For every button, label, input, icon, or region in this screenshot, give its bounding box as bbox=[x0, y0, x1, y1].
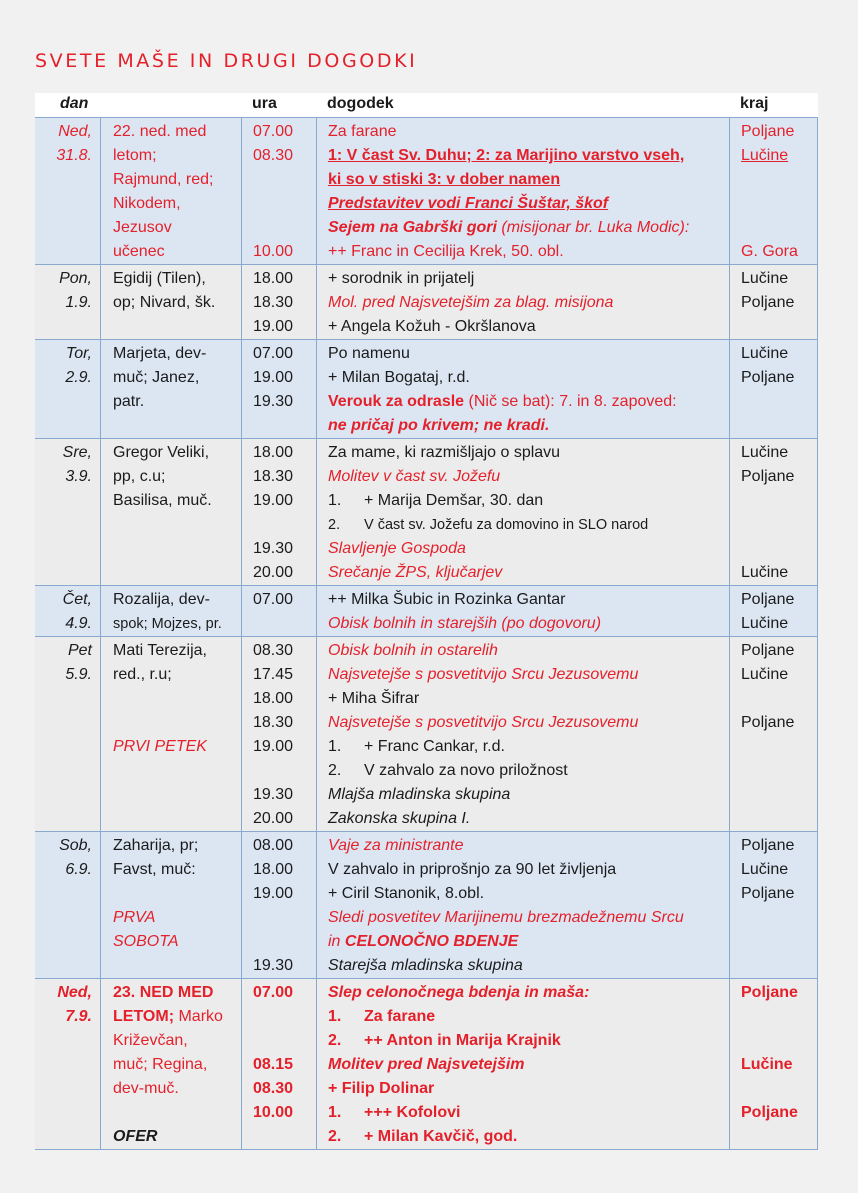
place bbox=[741, 1005, 817, 1029]
saint-names bbox=[100, 637, 241, 831]
event: Obisk bolnih in starejših (po dogovoru) bbox=[328, 615, 602, 632]
time: 19.00 bbox=[253, 369, 294, 386]
event-part: Sejem na Gabrški gori bbox=[328, 219, 497, 236]
time bbox=[253, 906, 316, 930]
saint-line bbox=[113, 687, 241, 711]
place: Lučine bbox=[741, 564, 789, 581]
day-date: 7.9. bbox=[65, 1008, 92, 1025]
event-number: 1. bbox=[328, 738, 342, 755]
time: 08.30 bbox=[253, 147, 294, 164]
day-row-sunday-31-8 bbox=[35, 117, 818, 264]
time bbox=[253, 1125, 316, 1149]
place: Lučine bbox=[741, 1056, 793, 1073]
saint-line: PRVA bbox=[113, 909, 156, 926]
time: 19.30 bbox=[253, 957, 294, 974]
place bbox=[741, 1125, 817, 1149]
header-kraj: kraj bbox=[740, 95, 769, 112]
day-row-friday-5-9 bbox=[35, 636, 818, 831]
event bbox=[328, 1101, 729, 1125]
saint-line: Rajmund, red; bbox=[113, 171, 214, 188]
event-part: ++ Anton in Marija Krajnik bbox=[364, 1032, 561, 1049]
place bbox=[741, 168, 817, 192]
day-label bbox=[35, 265, 100, 339]
place bbox=[741, 537, 817, 561]
place: Poljane bbox=[741, 1104, 798, 1121]
time: 07.00 bbox=[253, 591, 294, 608]
event-part: + Marija Demšar, 30. dan bbox=[364, 492, 544, 509]
time: 07.00 bbox=[253, 984, 294, 1001]
time: 10.00 bbox=[253, 1104, 294, 1121]
event: Najsvetejše s posvetitvijo Srcu Jezusovemu bbox=[328, 714, 639, 731]
event: + Ciril Stanonik, 8.obl. bbox=[328, 885, 485, 902]
place bbox=[741, 216, 817, 240]
place: Lučine bbox=[741, 615, 789, 632]
times bbox=[241, 118, 316, 264]
event: Slavljenje Gospoda bbox=[328, 540, 466, 557]
place bbox=[741, 192, 817, 216]
time: 18.30 bbox=[253, 714, 294, 731]
place bbox=[741, 489, 817, 513]
page-title: SVETE MAŠE IN DRUGI DOGODKI bbox=[35, 50, 418, 72]
event-part: Za farane bbox=[364, 1008, 436, 1025]
time: 19.00 bbox=[253, 885, 294, 902]
event-part: +++ Kofolovi bbox=[364, 1104, 461, 1121]
time bbox=[253, 612, 316, 636]
saint-line: Nikodem, bbox=[113, 195, 181, 212]
place bbox=[741, 906, 817, 930]
day-name: Pon, bbox=[59, 270, 92, 287]
saint-line: red., r.u; bbox=[113, 666, 172, 683]
place: Lučine bbox=[741, 861, 789, 878]
time bbox=[253, 1005, 316, 1029]
day-label bbox=[35, 832, 100, 978]
day-row-saturday-6-9 bbox=[35, 831, 818, 978]
time: 18.30 bbox=[253, 468, 294, 485]
event: Zakonska skupina I. bbox=[328, 810, 471, 827]
place: Poljane bbox=[741, 642, 795, 659]
saint-line: op; Nivard, šk. bbox=[113, 294, 216, 311]
events bbox=[316, 265, 729, 339]
event bbox=[328, 489, 729, 513]
saint-line: učenec bbox=[113, 243, 165, 260]
day-row-monday-1-9 bbox=[35, 264, 818, 339]
times bbox=[241, 637, 316, 831]
saint-line: Križevčan, bbox=[113, 1032, 188, 1049]
event-number: 2. bbox=[328, 1032, 342, 1049]
events bbox=[316, 832, 729, 978]
event: Po namenu bbox=[328, 345, 410, 362]
event: Starejša mladinska skupina bbox=[328, 957, 523, 974]
places bbox=[729, 439, 818, 585]
event: Mol. pred Najsvetejšim za blag. misijona bbox=[328, 294, 614, 311]
day-date: 5.9. bbox=[65, 666, 92, 683]
time bbox=[253, 1029, 316, 1053]
place bbox=[741, 783, 817, 807]
event-part: + Milan Kavčič, god. bbox=[364, 1128, 518, 1145]
day-row-sunday-7-9 bbox=[35, 978, 818, 1150]
saint-line: dev-muč. bbox=[113, 1080, 179, 1097]
time: 07.00 bbox=[253, 345, 294, 362]
day-name: Čet, bbox=[62, 591, 92, 608]
time: 18.30 bbox=[253, 294, 294, 311]
events bbox=[316, 340, 729, 438]
time: 19.00 bbox=[253, 492, 294, 509]
events bbox=[316, 637, 729, 831]
day-name: Ned, bbox=[58, 123, 92, 140]
time: 18.00 bbox=[253, 861, 294, 878]
event: Srečanje ŽPS, ključarjev bbox=[328, 564, 503, 581]
time: 18.00 bbox=[253, 270, 294, 287]
events bbox=[316, 118, 729, 264]
event: ++ Milka Šubic in Rozinka Gantar bbox=[328, 591, 566, 608]
event: Sledi posvetitev Marijinemu brezmadežnemu Srcu bbox=[328, 909, 684, 926]
event: Za farane bbox=[328, 123, 397, 140]
place: Lučine bbox=[741, 444, 789, 461]
saint-line: 22. ned. med bbox=[113, 123, 207, 140]
event bbox=[328, 216, 729, 240]
day-name: Sre, bbox=[62, 444, 92, 461]
place bbox=[741, 687, 817, 711]
saint-line: Favst, muč: bbox=[113, 861, 196, 878]
saint-line: muč; Regina, bbox=[113, 1056, 208, 1073]
saint-line: patr. bbox=[113, 393, 145, 410]
day-date: 3.9. bbox=[65, 468, 92, 485]
time bbox=[253, 168, 316, 192]
saint-line bbox=[113, 1005, 241, 1029]
day-label bbox=[35, 118, 100, 264]
time: 07.00 bbox=[253, 123, 294, 140]
saint-line: Marjeta, dev- bbox=[113, 345, 207, 362]
places bbox=[729, 586, 818, 636]
header-dan: dan bbox=[60, 95, 89, 112]
time: 19.30 bbox=[253, 393, 294, 410]
day-date: 6.9. bbox=[65, 861, 92, 878]
place: G. Gora bbox=[741, 243, 798, 260]
event: Predstavitev vodi Franci Šuštar, škof bbox=[328, 195, 609, 212]
places bbox=[729, 265, 818, 339]
event: Molitev pred Najsvetejšim bbox=[328, 1056, 525, 1073]
day-row-wednesday-3-9 bbox=[35, 438, 818, 585]
places bbox=[729, 637, 818, 831]
place bbox=[741, 735, 817, 759]
times bbox=[241, 265, 316, 339]
saint-part: Marko bbox=[174, 1008, 223, 1025]
event: Mlajša mladinska skupina bbox=[328, 786, 511, 803]
time: 17.45 bbox=[253, 666, 294, 683]
saint-line: Rozalija, dev- bbox=[113, 591, 210, 608]
time bbox=[253, 414, 316, 438]
saint-names bbox=[100, 979, 241, 1149]
saint-names bbox=[100, 118, 241, 264]
time: 19.00 bbox=[253, 738, 294, 755]
saint-line: PRVI PETEK bbox=[113, 738, 207, 755]
time: 08.15 bbox=[253, 1056, 294, 1073]
day-name: Sob, bbox=[59, 837, 92, 854]
time: 19.30 bbox=[253, 540, 294, 557]
saint-names bbox=[100, 265, 241, 339]
place bbox=[741, 930, 817, 954]
event: V zahvalo in priprošnjo za 90 let življenja bbox=[328, 861, 617, 878]
event: + sorodnik in prijatelj bbox=[328, 270, 475, 287]
places bbox=[729, 340, 818, 438]
event-part: Verouk za odrasle bbox=[328, 393, 465, 410]
event: ++ Franc in Cecilija Krek, 50. obl. bbox=[328, 243, 564, 260]
table-header bbox=[35, 93, 818, 117]
event bbox=[328, 513, 729, 537]
event-part: CELONOČNO BDENJE bbox=[344, 933, 519, 950]
place bbox=[741, 954, 817, 978]
place: Lučine bbox=[741, 666, 789, 683]
event: Slep celonočnega bdenja in maša: bbox=[328, 984, 590, 1001]
header-name bbox=[100, 93, 241, 117]
day-date: 31.8. bbox=[56, 147, 92, 164]
time bbox=[253, 759, 316, 783]
event: + Angela Kožuh - Okršlanova bbox=[328, 318, 536, 335]
times bbox=[241, 340, 316, 438]
time bbox=[253, 513, 316, 537]
event: + Filip Dolinar bbox=[328, 1080, 435, 1097]
place: Poljane bbox=[741, 369, 795, 386]
day-label bbox=[35, 340, 100, 438]
events bbox=[316, 586, 729, 636]
day-date: 4.9. bbox=[65, 615, 92, 632]
event: + Miha Šifrar bbox=[328, 690, 420, 707]
day-row-tuesday-2-9 bbox=[35, 339, 818, 438]
times bbox=[241, 832, 316, 978]
day-label bbox=[35, 586, 100, 636]
place: Poljane bbox=[741, 468, 795, 485]
time bbox=[253, 192, 316, 216]
event: Vaje za ministrante bbox=[328, 837, 464, 854]
events bbox=[316, 439, 729, 585]
times bbox=[241, 979, 316, 1149]
time: 08.00 bbox=[253, 837, 294, 854]
place: Poljane bbox=[741, 837, 795, 854]
event-part: (Nič se bat): 7. in 8. zapoved: bbox=[464, 393, 677, 410]
event: Najsvetejše s posvetitvijo Srcu Jezusovemu bbox=[328, 666, 639, 683]
day-date: 1.9. bbox=[65, 294, 92, 311]
time bbox=[253, 216, 316, 240]
place: Lučine bbox=[741, 270, 789, 287]
times bbox=[241, 586, 316, 636]
times bbox=[241, 439, 316, 585]
event bbox=[328, 1125, 729, 1149]
day-label bbox=[35, 439, 100, 585]
event-part: in bbox=[328, 933, 345, 950]
saint-line: SOBOTA bbox=[113, 933, 179, 950]
places bbox=[729, 118, 818, 264]
header-ura: ura bbox=[252, 95, 277, 112]
saint-part: LETOM; bbox=[113, 1008, 175, 1025]
event-part: + Franc Cankar, r.d. bbox=[364, 738, 505, 755]
time: 08.30 bbox=[253, 1080, 294, 1097]
saint-names bbox=[100, 832, 241, 978]
saint-line: pp, c.u; bbox=[113, 468, 166, 485]
event-part: V čast sv. Jožefu za domovino in SLO narod bbox=[364, 517, 649, 533]
event bbox=[328, 1005, 729, 1029]
event-number: 2. bbox=[328, 517, 341, 533]
saint-line: letom; bbox=[113, 147, 157, 164]
saint-line bbox=[113, 1101, 241, 1125]
saint-line bbox=[113, 711, 241, 735]
place bbox=[741, 513, 817, 537]
event bbox=[328, 930, 729, 954]
event: + Milan Bogataj, r.d. bbox=[328, 369, 470, 386]
event: Obisk bolnih in ostarelih bbox=[328, 642, 498, 659]
places bbox=[729, 979, 818, 1149]
place bbox=[741, 759, 817, 783]
schedule-table bbox=[35, 93, 818, 1150]
place bbox=[741, 414, 817, 438]
event-number: 1. bbox=[328, 1008, 342, 1025]
time: 20.00 bbox=[253, 564, 294, 581]
saint-names bbox=[100, 439, 241, 585]
event bbox=[328, 735, 729, 759]
saint-line: Jezusov bbox=[113, 219, 172, 236]
place: Lučine bbox=[741, 147, 789, 164]
place: Poljane bbox=[741, 294, 795, 311]
event-number: 2. bbox=[328, 762, 342, 779]
saint-names bbox=[100, 586, 241, 636]
saint-line: Basilisa, muč. bbox=[113, 492, 212, 509]
places bbox=[729, 832, 818, 978]
event bbox=[328, 1029, 729, 1053]
day-name: Pet bbox=[67, 642, 92, 659]
event-number: 2. bbox=[328, 1128, 342, 1145]
event bbox=[328, 390, 729, 414]
time bbox=[253, 930, 316, 954]
event-part: (misijonar br. Luka Modic): bbox=[496, 219, 690, 236]
event-number: 1. bbox=[328, 492, 342, 509]
time: 10.00 bbox=[253, 243, 294, 260]
place: Lučine bbox=[741, 345, 789, 362]
day-row-thursday-4-9 bbox=[35, 585, 818, 636]
time: 08.30 bbox=[253, 642, 294, 659]
place bbox=[741, 390, 817, 414]
event: 1: V čast Sv. Duhu; 2: za Marijino varstvo vseh, bbox=[328, 147, 685, 164]
event bbox=[328, 759, 729, 783]
place: Poljane bbox=[741, 123, 795, 140]
day-label bbox=[35, 637, 100, 831]
event: Za mame, ki razmišljajo o splavu bbox=[328, 444, 561, 461]
event-number: 1. bbox=[328, 1104, 342, 1121]
time: 20.00 bbox=[253, 810, 294, 827]
saint-line bbox=[113, 882, 241, 906]
saint-line: Mati Terezija, bbox=[113, 642, 207, 659]
saint-line: Egidij (Tilen), bbox=[113, 270, 206, 287]
event: Molitev v čast sv. Jožefu bbox=[328, 468, 501, 485]
time: 18.00 bbox=[253, 690, 294, 707]
event-part: V zahvalo za novo priložnost bbox=[364, 762, 568, 779]
day-name: Ned, bbox=[57, 984, 92, 1001]
ofer-label: OFER bbox=[113, 1128, 158, 1145]
event: ne pričaj po krivem; ne kradi. bbox=[328, 417, 550, 434]
saint-line: Gregor Veliki, bbox=[113, 444, 210, 461]
saint-names bbox=[100, 340, 241, 438]
saint-line: Zaharija, pr; bbox=[113, 837, 199, 854]
event: ki so v stiski 3: v dober namen bbox=[328, 171, 561, 188]
place: Poljane bbox=[741, 591, 795, 608]
place bbox=[741, 1029, 817, 1053]
place bbox=[741, 315, 817, 339]
time: 19.30 bbox=[253, 786, 294, 803]
saint-line: muč; Janez, bbox=[113, 369, 200, 386]
saint-line: spok; Mojzes, pr. bbox=[113, 616, 222, 632]
events bbox=[316, 979, 729, 1149]
day-date: 2.9. bbox=[65, 369, 92, 386]
day-label bbox=[35, 979, 100, 1149]
header-dogodek: dogodek bbox=[327, 95, 394, 112]
time: 18.00 bbox=[253, 444, 294, 461]
place bbox=[741, 807, 817, 831]
time: 19.00 bbox=[253, 318, 294, 335]
saint-line: 23. NED MED bbox=[113, 984, 214, 1001]
place: Poljane bbox=[741, 984, 798, 1001]
place: Poljane bbox=[741, 714, 795, 731]
day-name: Tor, bbox=[65, 345, 92, 362]
place: Poljane bbox=[741, 885, 795, 902]
place bbox=[741, 1077, 817, 1101]
